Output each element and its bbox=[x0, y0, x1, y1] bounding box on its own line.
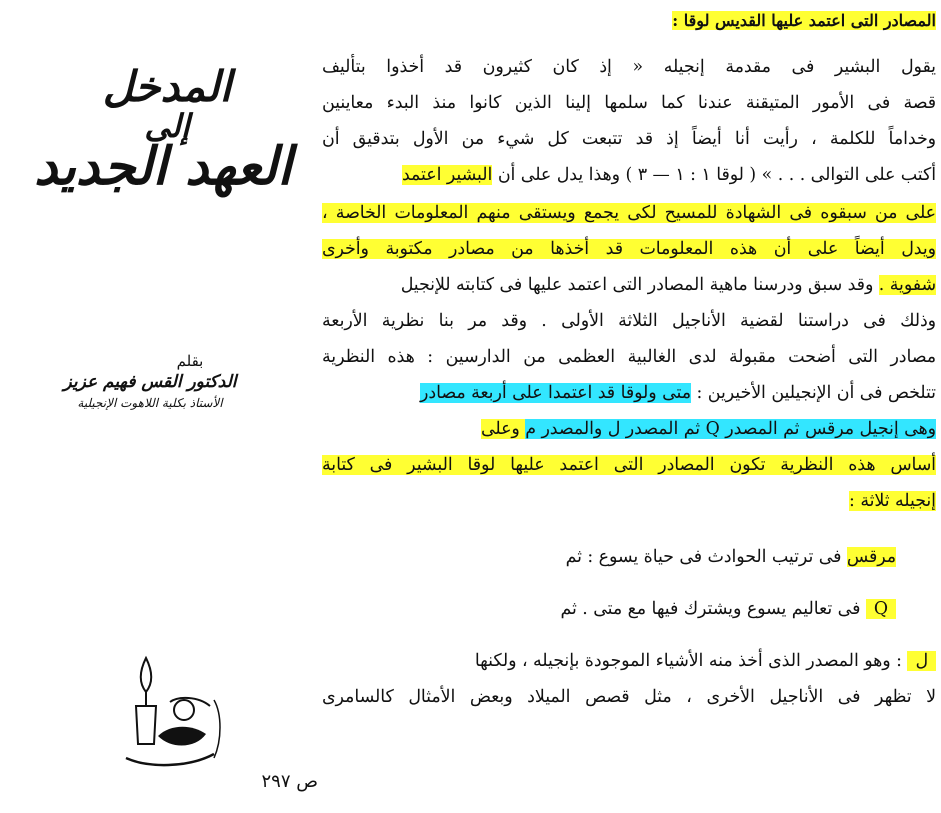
highlighted-text-cyan: متى ولوقا قد اعتمدا على أربعة مصادر bbox=[420, 383, 691, 403]
heading-highlight: المصادر التى اعتمد عليها القديس لوقا : bbox=[672, 11, 936, 30]
line-text: وقد سبق ودرسنا ماهية المصادر التى اعتمد عليها فى كتابته للإنجيل bbox=[400, 275, 879, 295]
page-number: ص ٢٩٧ bbox=[261, 771, 318, 792]
line-text: قصة فى الأمور المتيقنة عندنا كما سلمها إلينا الذين كانوا منذ البدء معاينين bbox=[322, 93, 936, 113]
cover-by: بقلم bbox=[176, 352, 204, 370]
body-line bbox=[420, 376, 936, 410]
cover-title-line3: العهد الجديد bbox=[34, 136, 292, 197]
highlighted-text: شفوية . bbox=[878, 275, 936, 295]
body-line bbox=[322, 340, 936, 374]
line-text: أكتب على التوالى . . . » ( لوقا ١ : ١ — ٣ ) وهذا يدل على أن bbox=[492, 165, 936, 185]
cover-title-line2: إلى bbox=[144, 107, 190, 145]
section-heading bbox=[672, 4, 936, 38]
body-line bbox=[322, 448, 936, 482]
publisher-emblem-icon bbox=[118, 640, 233, 775]
book-cover bbox=[0, 0, 318, 813]
line-text: يقول البشير فى مقدمة إنجيله « إذ كان كثيرون قد أخذوا بتأليف bbox=[322, 57, 936, 77]
cover-author-position: الأستاذ بكلية اللاهوت الإنجيلية bbox=[77, 396, 223, 410]
source-text: فى ترتيب الحوادث فى حياة يسوع : ثم bbox=[565, 547, 847, 567]
source-item bbox=[566, 540, 896, 574]
line-text: لا تظهر فى الأناجيل الأخرى ، مثل قصص الميلاد وبعض الأمثال كالسامرى bbox=[322, 687, 936, 707]
body-line bbox=[322, 50, 936, 84]
source-text: : وهو المصدر الذى أخذ منه الأشياء الموجودة بإنجيله ، ولكنها bbox=[474, 651, 908, 671]
body-line bbox=[322, 304, 936, 338]
body-line bbox=[322, 122, 936, 156]
body-line bbox=[849, 484, 936, 518]
highlighted-text: البشير اعتمد bbox=[401, 165, 493, 185]
body-line bbox=[401, 268, 936, 302]
source-item bbox=[560, 592, 896, 626]
source-label: Q bbox=[866, 599, 896, 619]
cover-title-line1: المدخل bbox=[102, 62, 232, 111]
body-line bbox=[322, 196, 936, 230]
highlighted-text: إنجيله ثلاثة : bbox=[849, 491, 936, 511]
highlighted-text: أساس هذه النظرية تكون المصادر التى اعتمد عليها لوقا البشير فى كتابة bbox=[322, 455, 936, 475]
source-text: فى تعاليم يسوع ويشترك فيها مع متى . ثم bbox=[560, 599, 866, 619]
body-line bbox=[481, 412, 936, 446]
body-line bbox=[322, 680, 936, 714]
highlighted-text: ويدل أيضاً على أن هذه المعلومات قد أخذها من مصادر مكتوبة وأخرى bbox=[322, 239, 936, 259]
highlighted-text-cyan: وهى إنجيل مرقس ثم المصدر Q ثم المصدر ل والمصدر م bbox=[525, 419, 936, 439]
highlighted-text: وعلى bbox=[480, 419, 526, 439]
cover-author: الدكتور القس فهيم عزيز bbox=[63, 372, 237, 392]
body-line bbox=[402, 158, 936, 192]
source-label: ل bbox=[907, 651, 936, 671]
line-text: تتلخص فى أن الإنجيلين الأخيرين : bbox=[691, 383, 936, 403]
line-text: وخداماً للكلمة ، رأيت أنا أيضاً إذ قد تتبعت كل شيء من الأول بتدقيق أن bbox=[322, 129, 936, 149]
line-text: وذلك فى دراستنا لقضية الأناجيل الثلاثة الأولى . وقد مر بنا نظرية الأربعة bbox=[322, 311, 936, 331]
body-line bbox=[322, 232, 936, 266]
body-line bbox=[322, 86, 936, 120]
line-text: مصادر التى أضحت مقبولة لدى الغالبية العظمى من الدارسين : هذه النظرية bbox=[322, 347, 936, 367]
highlighted-text: على من سبقوه فى الشهادة للمسيح لكى يجمع ويستقى منهم المعلومات الخاصة ، bbox=[322, 203, 936, 223]
source-label: مرقس bbox=[846, 547, 896, 567]
source-item bbox=[475, 644, 936, 678]
